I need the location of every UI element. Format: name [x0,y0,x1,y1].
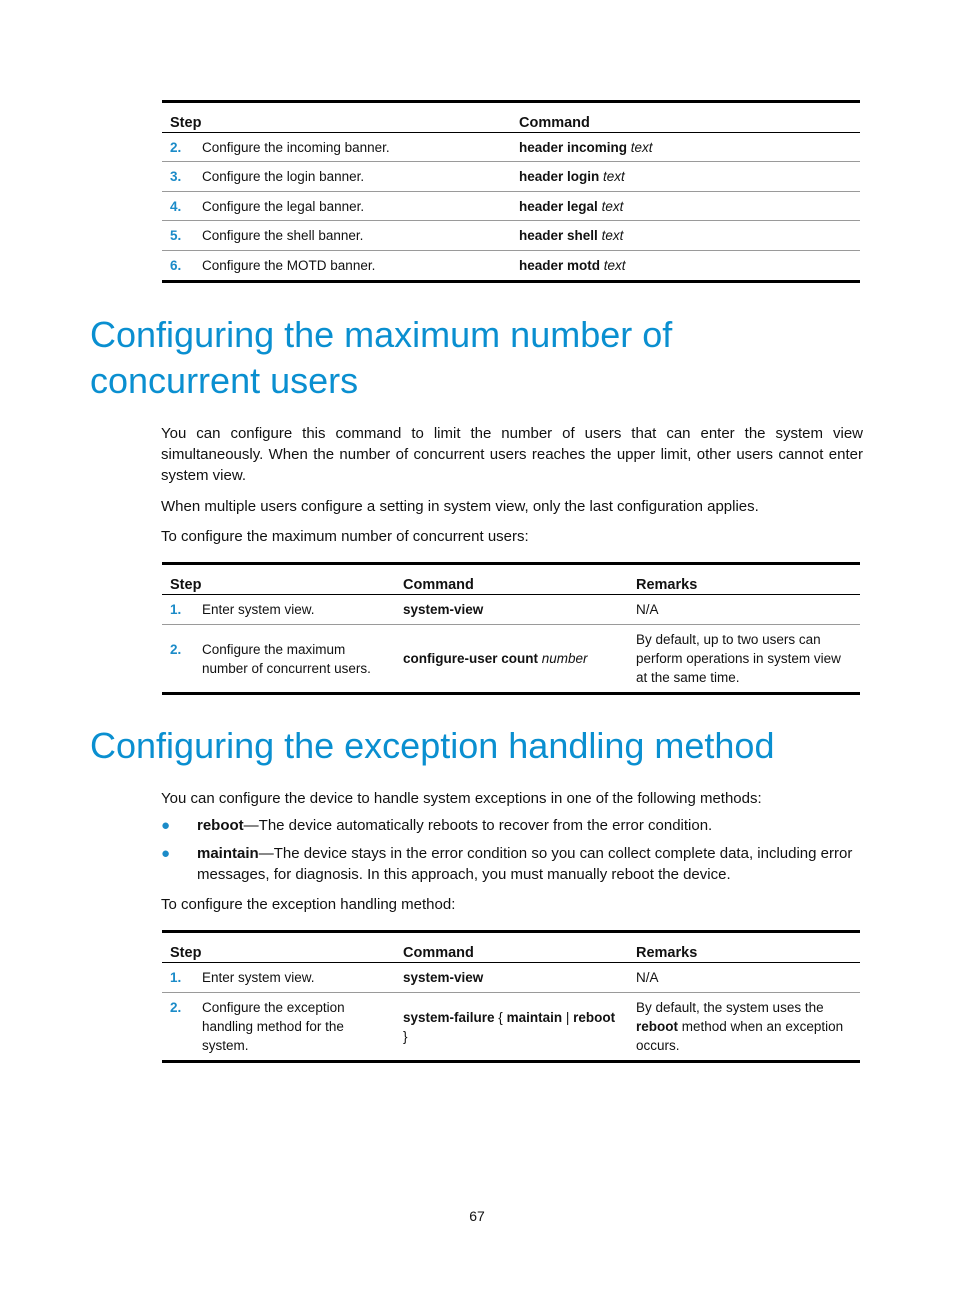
bullet-icon: ● [161,845,171,862]
remarks-text: By default, the system uses the [636,1000,824,1015]
command-arg: text [601,198,624,214]
concurrent-users-table [162,562,860,695]
col-header-step: Step [162,932,395,963]
remarks-text: By default, up to two users can perform operations in system view at the same time. [628,625,860,694]
banner-table [162,100,860,283]
col-header-command: Command [395,564,628,595]
bullet-text: —The device stays in the error condition so you can collect complete data, including error messages, for diagnosis. In this approach, you must manually reboot the device. [197,845,853,883]
command-keyword: header legal [519,198,598,214]
paragraph: To configure the exception handling method: [161,896,456,913]
bullet-text: —The device automatically reboots to recover from the error condition. [243,817,713,834]
command-option: reboot [573,1009,616,1025]
table-row [162,993,860,1062]
section-title-exception-handling: Configuring the exception handling method [90,725,775,766]
step-number: 4. [170,198,182,214]
command-arg: text [601,228,624,243]
command-keyword: header shell [519,228,598,243]
step-number: 1. [170,602,182,617]
paragraph: You can configure this command to limit the number of users that can enter the system view simultaneously. When the number of concurrent users reaches the upper limit, other users cannot enter system view. [161,425,863,484]
step-number: 2. [170,1000,182,1015]
command-option: maintain [506,1009,563,1025]
list-item [161,843,863,885]
col-header-remarks: Remarks [628,932,860,963]
table-row [162,625,860,694]
command-keyword: header motd [519,258,601,273]
command-keyword: system-view [403,602,484,617]
page-number: 67 [469,1208,485,1224]
step-text: Enter system view. [202,602,315,617]
list-item [161,815,863,836]
step-text: Configure the exception handling method for the system. [202,1000,345,1053]
col-header-step: Step [162,102,511,133]
step-text: Configure the shell banner. [202,228,364,243]
paragraph: You can configure the device to handle system exceptions in one of the following methods: [161,790,762,807]
col-header-command: Command [395,932,628,963]
step-text: Configure the legal banner. [202,198,365,214]
command-keyword: system-failure [403,1009,495,1025]
step-number: 2. [170,641,182,657]
step-number: 6. [170,258,182,273]
command-arg: text [603,258,626,273]
col-header-command: Command [511,102,860,133]
bullet-term: maintain [197,845,259,862]
remarks-text: method when an exception occurs. [636,1019,844,1053]
command-separator: | [562,1009,574,1025]
step-text: Configure the login banner. [202,169,365,184]
bullet-term: reboot [197,817,244,834]
col-header-remarks: Remarks [628,564,860,595]
command-keyword: configure-user count [403,651,539,666]
step-text: Configure the maximum number of concurrent users. [202,641,371,676]
command-brace: } [403,1028,408,1044]
step-number: 5. [170,228,182,243]
command-keyword: header login [519,169,600,184]
step-text: Configure the incoming banner. [202,139,390,155]
table-row [162,963,860,993]
command-brace: { [494,1009,507,1025]
table-row [162,595,860,625]
remarks-text: N/A [628,963,860,993]
paragraph: To configure the maximum number of concurrent users: [161,528,529,545]
table-row [162,192,860,221]
exception-handling-table [162,930,860,1063]
command-arg: text [630,139,653,155]
table-row [162,251,860,282]
step-number: 2. [170,139,182,155]
col-header-step: Step [162,564,395,595]
command-arg: text [603,169,625,184]
step-text: Enter system view. [202,970,315,985]
bullet-icon: ● [161,817,171,834]
step-number: 1. [170,970,182,985]
table-row [162,221,860,251]
command-keyword: header incoming [519,139,628,155]
step-number: 3. [170,169,182,184]
table-row [162,162,860,192]
command-arg: number [541,651,588,666]
command-keyword: system-view [403,970,484,985]
remarks-keyword: reboot [636,1019,678,1034]
table-row [162,133,860,162]
section-title-concurrent-users: Configuring the maximum number of concurrent users [90,314,673,401]
remarks-text: N/A [628,595,860,625]
paragraph: When multiple users configure a setting in system view, only the last configuration applies. [161,498,759,515]
step-text: Configure the MOTD banner. [202,258,376,273]
